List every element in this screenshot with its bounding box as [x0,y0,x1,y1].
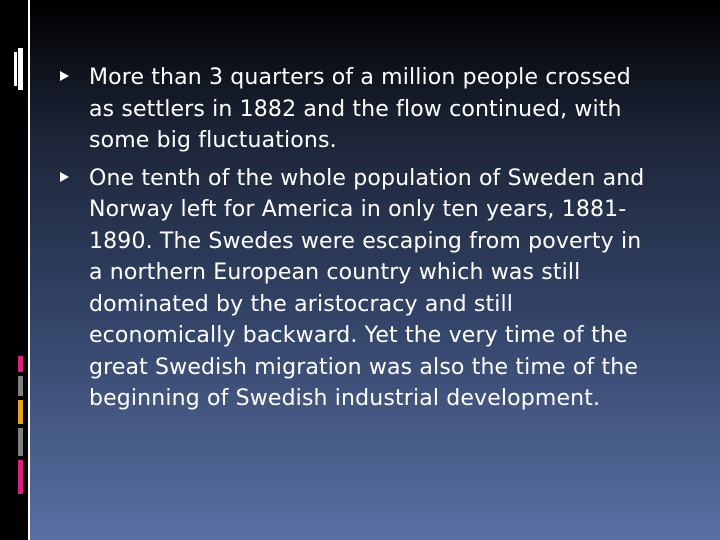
triangle-bullet-icon [60,172,69,182]
white-bracket-decoration [18,48,23,90]
white-bracket-decoration-inner [14,52,17,86]
slide-body [60,62,660,421]
gray-bar-decoration [18,376,23,396]
gray-bar-decoration-2 [18,428,23,456]
bullet-text: More than 3 quarters of a million people crossed as settlers in 1882 and the flow continued, with some big fluctuations. [89,65,631,153]
triangle-bullet-icon [60,71,69,81]
bullet-text: One tenth of the whole population of Sweden and Norway left for America in only ten years, 1881- 1890. The Swedes were escaping from poverty in a northern European country which was still dominated by the aristocracy and still economically backward. Yet the very time of the great Swedish migration was also the time of the beginning of Swedish industrial development. [89,165,645,411]
bullet-item [60,163,660,415]
orange-bar-decoration [18,400,23,424]
left-divider-line [28,0,30,540]
bullet-item [60,62,660,157]
pink-bar-decoration-2 [18,460,23,494]
pink-bar-decoration [18,356,23,372]
